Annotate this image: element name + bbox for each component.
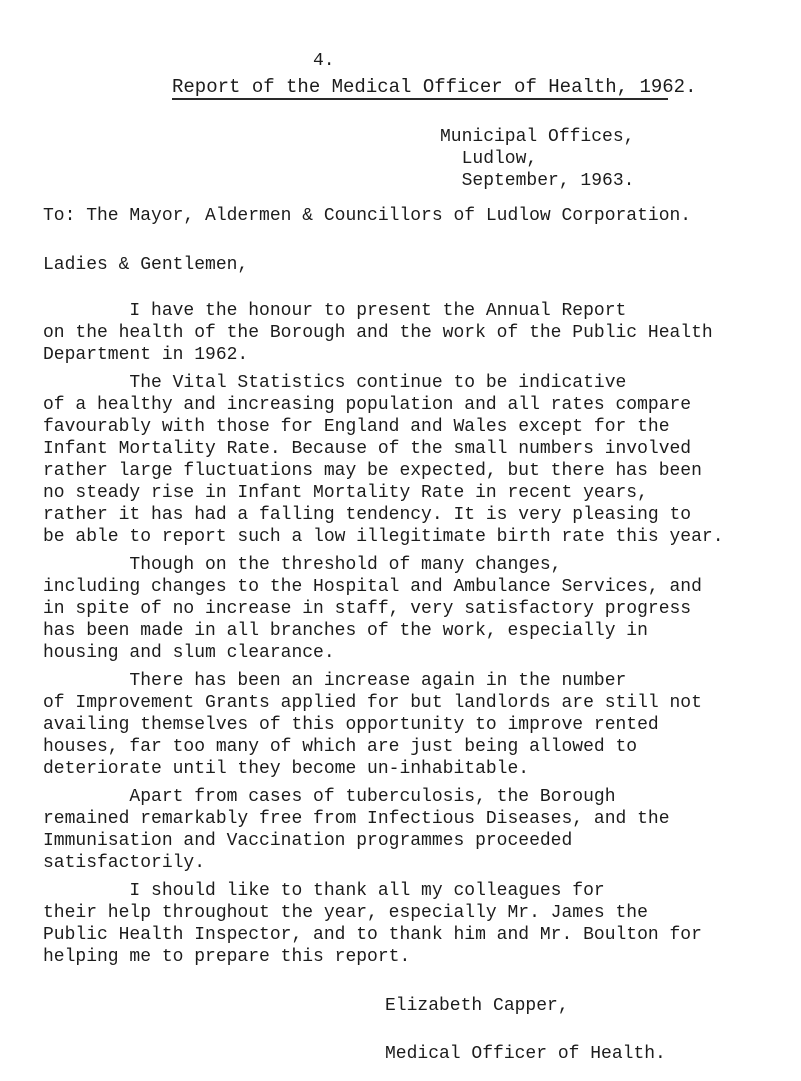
paragraph-line: no steady rise in Infant Mortality Rate in recent years, [43,483,648,503]
salutation: Ladies & Gentlemen, [43,255,249,275]
address-line: Ludlow, [440,149,538,169]
paragraph-line: Public Health Inspector, and to thank him and Mr. Boulton for [43,925,702,945]
report-title: Report of the Medical Officer of Health, 1962. [172,76,697,98]
page-number: 4. [313,51,335,71]
address-line: September, 1963. [440,171,635,191]
signature-name: Elizabeth Capper, [385,996,569,1016]
body-paragraph-1 [43,300,799,366]
recipient-line: To: The Mayor, Aldermen & Councillors of Ludlow Corporation. [43,206,692,226]
paragraph-line: I should like to thank all my colleagues for [43,881,605,901]
paragraph-line: Immunisation and Vaccination programmes proceeded [43,831,573,851]
paragraph-line: The Vital Statistics continue to be indicative [43,373,627,393]
paragraph-line: helping me to prepare this report. [43,947,411,967]
paragraph-line: There has been an increase again in the number [43,671,627,691]
paragraph-line: remained remarkably free from Infectious Diseases, and the [43,809,670,829]
body-paragraph-5 [43,786,799,874]
paragraph-line: their help throughout the year, especially Mr. James the [43,903,648,923]
paragraph-line: Though on the threshold of many changes, [43,555,562,575]
body-paragraph-3 [43,554,799,664]
title-underline [172,98,668,100]
paragraph-line: of Improvement Grants applied for but landlords are still not [43,693,702,713]
address-line: Municipal Offices, [440,127,635,147]
paragraph-line: rather it has had a falling tendency. It is very pleasing to [43,505,692,525]
paragraph-line: Apart from cases of tuberculosis, the Borough [43,787,616,807]
paragraph-line: deteriorate until they become un-inhabitable. [43,759,530,779]
body-paragraph-2 [43,372,799,548]
paragraph-line: availing themselves of this opportunity to improve rented [43,715,659,735]
paragraph-line: be able to report such a low illegitimate birth rate this year. [43,527,724,547]
paragraph-line: including changes to the Hospital and Ambulance Services, and [43,577,702,597]
paragraph-line: on the health of the Borough and the work of the Public Health [43,323,713,343]
paragraph-line: houses, far too many of which are just being allowed to [43,737,638,757]
paragraph-line: in spite of no increase in staff, very satisfactory progress [43,599,692,619]
paragraph-line: rather large fluctuations may be expected, but there has been [43,461,702,481]
paragraph-line: housing and slum clearance. [43,643,335,663]
paragraph-line: favourably with those for England and Wales except for the [43,417,670,437]
body-paragraph-6 [43,880,799,968]
sender-address [440,126,801,192]
paragraph-line: Infant Mortality Rate. Because of the small numbers involved [43,439,692,459]
body-paragraph-4 [43,670,799,780]
paragraph-line: satisfactorily. [43,853,206,873]
paragraph-line: Department in 1962. [43,345,249,365]
signature-role: Medical Officer of Health. [385,1044,666,1064]
paragraph-line: has been made in all branches of the work, especially in [43,621,648,641]
paragraph-line: I have the honour to present the Annual Report [43,301,627,321]
paragraph-line: of a healthy and increasing population and all rates compare [43,395,692,415]
